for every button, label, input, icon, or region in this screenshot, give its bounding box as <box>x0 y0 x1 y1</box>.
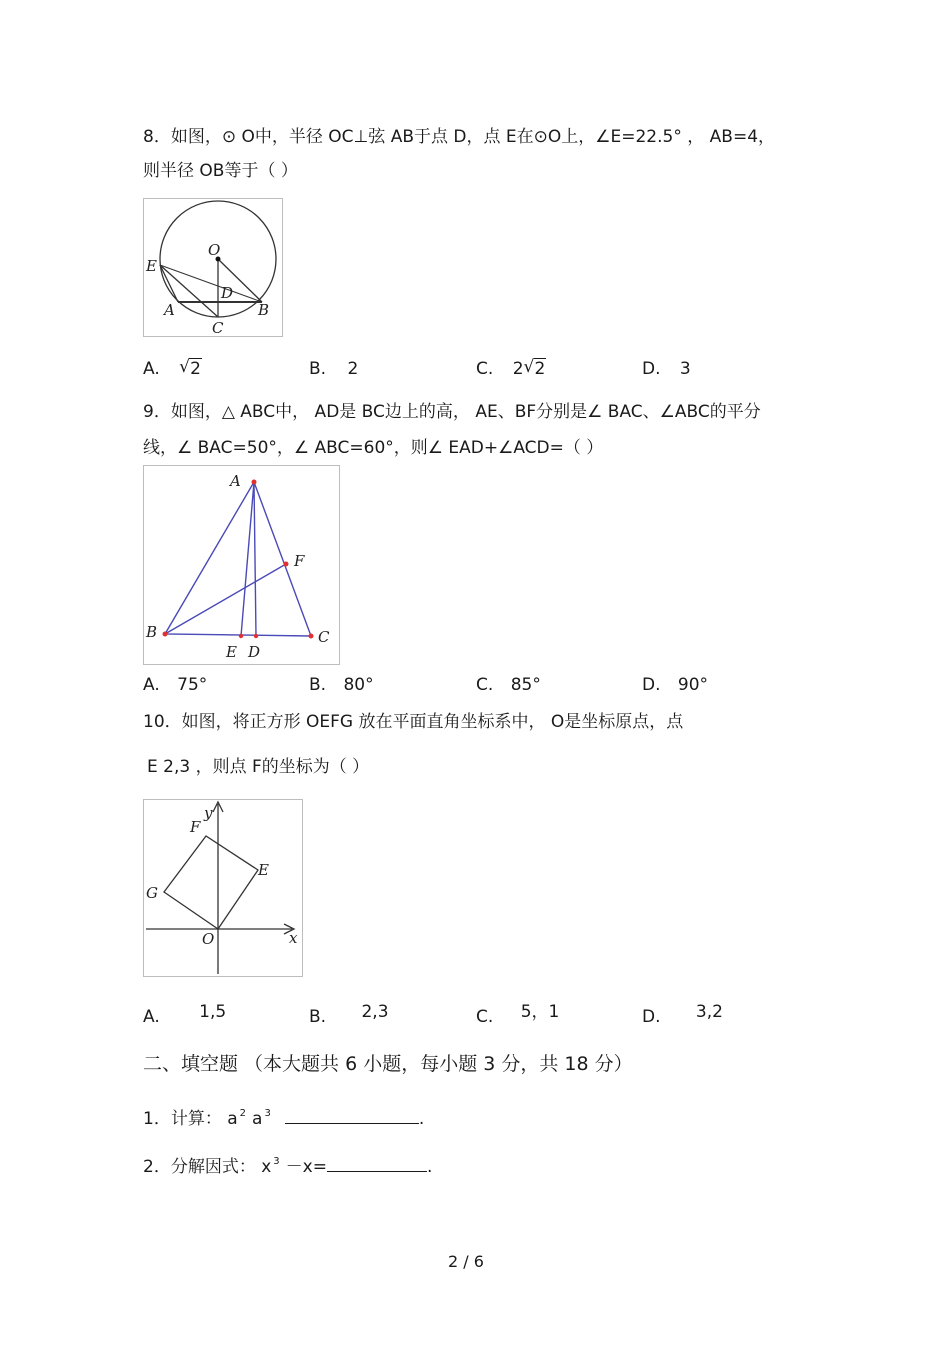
option-b-value: 2,3 <box>361 1002 389 1022</box>
label-e: E <box>226 643 237 661</box>
answer-blank-2[interactable] <box>327 1155 427 1172</box>
option-b-value: 80° <box>343 675 374 695</box>
q9-figure-svg <box>144 466 339 664</box>
fill1-prefix: 1．计算： a <box>143 1109 238 1129</box>
point-d <box>254 634 258 638</box>
q8-option-a[interactable] <box>143 358 202 380</box>
option-d-value: 3 <box>679 359 691 379</box>
label-g: G <box>146 884 158 902</box>
q8-option-b[interactable] <box>309 358 358 380</box>
label-b: B <box>258 301 270 319</box>
option-b-label: B. <box>309 1007 327 1027</box>
q10-option-d[interactable] <box>642 1004 723 1026</box>
option-d-value: 90° <box>677 675 709 695</box>
square-oefg <box>164 836 258 929</box>
fill2-minus-x: －x= <box>285 1157 327 1177</box>
q9-triangle-figure <box>143 465 340 665</box>
point-f <box>284 562 289 567</box>
radicand: 2 <box>534 359 546 379</box>
fill2-exponent: 3 <box>273 1156 280 1167</box>
q9-option-c[interactable] <box>476 674 541 696</box>
q10-option-a[interactable] <box>143 1004 226 1026</box>
q9-text-line2: 线，∠ BAC=50°，∠ ABC=60°，则∠ EAD+∠ACD=（ ） <box>143 438 604 458</box>
answer-blank-1[interactable] <box>285 1107 419 1124</box>
point-e <box>239 634 243 638</box>
q10-text-line1: 10．如图，将正方形 OEFG 放在平面直角坐标系中， O是坐标原点，点 <box>143 712 684 732</box>
q8-circle-figure <box>143 198 283 337</box>
label-f: F <box>190 818 201 836</box>
radical-sign: √ <box>523 357 535 377</box>
option-b-value: 2 <box>347 359 359 379</box>
q9-option-b[interactable] <box>309 674 374 696</box>
option-a-value: 1,5 <box>199 1002 227 1022</box>
option-c-coefficient: 2 <box>512 359 524 379</box>
fill-question-1 <box>143 1107 424 1133</box>
option-d-label: D. <box>642 675 661 695</box>
q10-option-b[interactable] <box>309 1004 389 1026</box>
label-e: E <box>146 257 157 275</box>
q8-option-c[interactable] <box>476 358 546 380</box>
fill1-base-2: a <box>252 1109 263 1129</box>
label-y: y <box>204 804 213 822</box>
option-d-label: D. <box>642 359 661 379</box>
q10-coordinate-figure <box>143 799 303 977</box>
option-a-label: A. <box>143 359 160 379</box>
q9-option-a[interactable] <box>143 674 207 696</box>
option-c-value: 85° <box>510 675 541 695</box>
label-c: C <box>212 319 224 336</box>
q8-figure-svg <box>144 199 282 336</box>
label-x: x <box>289 929 298 947</box>
fill1-exponent-1: 2 <box>239 1108 247 1119</box>
option-c-label: C. <box>476 359 494 379</box>
q8-text-line1: 8．如图，⊙ O中，半径 OC⊥弦 AB于点 D，点 E在⊙O上，∠E=22.5° ， AB=4， <box>143 127 776 147</box>
label-o: O <box>208 241 221 259</box>
option-a-label: A. <box>143 675 160 695</box>
sqrt-expression <box>179 358 202 380</box>
option-b-label: B. <box>309 675 327 695</box>
option-c-label: C. <box>476 675 494 695</box>
fill1-period: . <box>418 1109 425 1129</box>
triangle-abc <box>165 482 311 636</box>
option-d-label: D. <box>642 1007 661 1027</box>
label-o: O <box>202 930 215 948</box>
fill-question-2 <box>143 1155 432 1181</box>
q10-figure-svg <box>144 800 302 976</box>
bisector-bf <box>165 564 286 634</box>
q10-option-c[interactable] <box>476 1004 559 1026</box>
label-a: A <box>230 472 241 490</box>
section-2-heading: 二、填空题 （本大题共 6 小题，每小题 3 分，共 18 分） <box>143 1053 633 1075</box>
fill2-period: . <box>426 1157 433 1177</box>
radical-sign: √ <box>179 357 190 377</box>
fill2-prefix: 2．分解因式： x <box>143 1157 272 1177</box>
radicand: 2 <box>190 359 201 379</box>
page-number: 2 / 6 <box>448 1252 484 1271</box>
option-c-value: 5，1 <box>520 1002 560 1022</box>
q9-option-d[interactable] <box>642 674 708 696</box>
label-d: D <box>221 284 234 302</box>
q10-text-line2: E 2,3 ，则点 F的坐标为（ ） <box>147 757 370 777</box>
label-f: F <box>294 552 305 570</box>
label-e: E <box>258 861 269 879</box>
q9-text-line1: 9．如图，△ ABC中， AD是 BC边上的高， AE、BF分别是∠ BAC、∠ABC的平分 <box>143 402 761 422</box>
option-a-value: 75° <box>177 675 208 695</box>
option-c-label: C. <box>476 1007 494 1027</box>
point-a <box>252 480 257 485</box>
bisector-ae <box>241 482 254 636</box>
option-b-label: B. <box>309 359 327 379</box>
point-c <box>309 634 314 639</box>
label-d: D <box>248 643 261 661</box>
label-b: B <box>146 623 158 641</box>
q8-text-line2: 则半径 OB等于（ ） <box>143 161 298 181</box>
fill1-exponent-2: 3 <box>264 1108 271 1119</box>
sqrt-expression <box>524 358 547 380</box>
label-c: C <box>318 628 330 646</box>
option-a-label: A. <box>143 1007 160 1027</box>
point-b <box>163 632 168 637</box>
label-a: A <box>164 301 175 319</box>
option-d-value: 3,2 <box>695 1002 723 1022</box>
q8-option-d[interactable] <box>642 358 691 380</box>
altitude-ad <box>254 482 256 636</box>
